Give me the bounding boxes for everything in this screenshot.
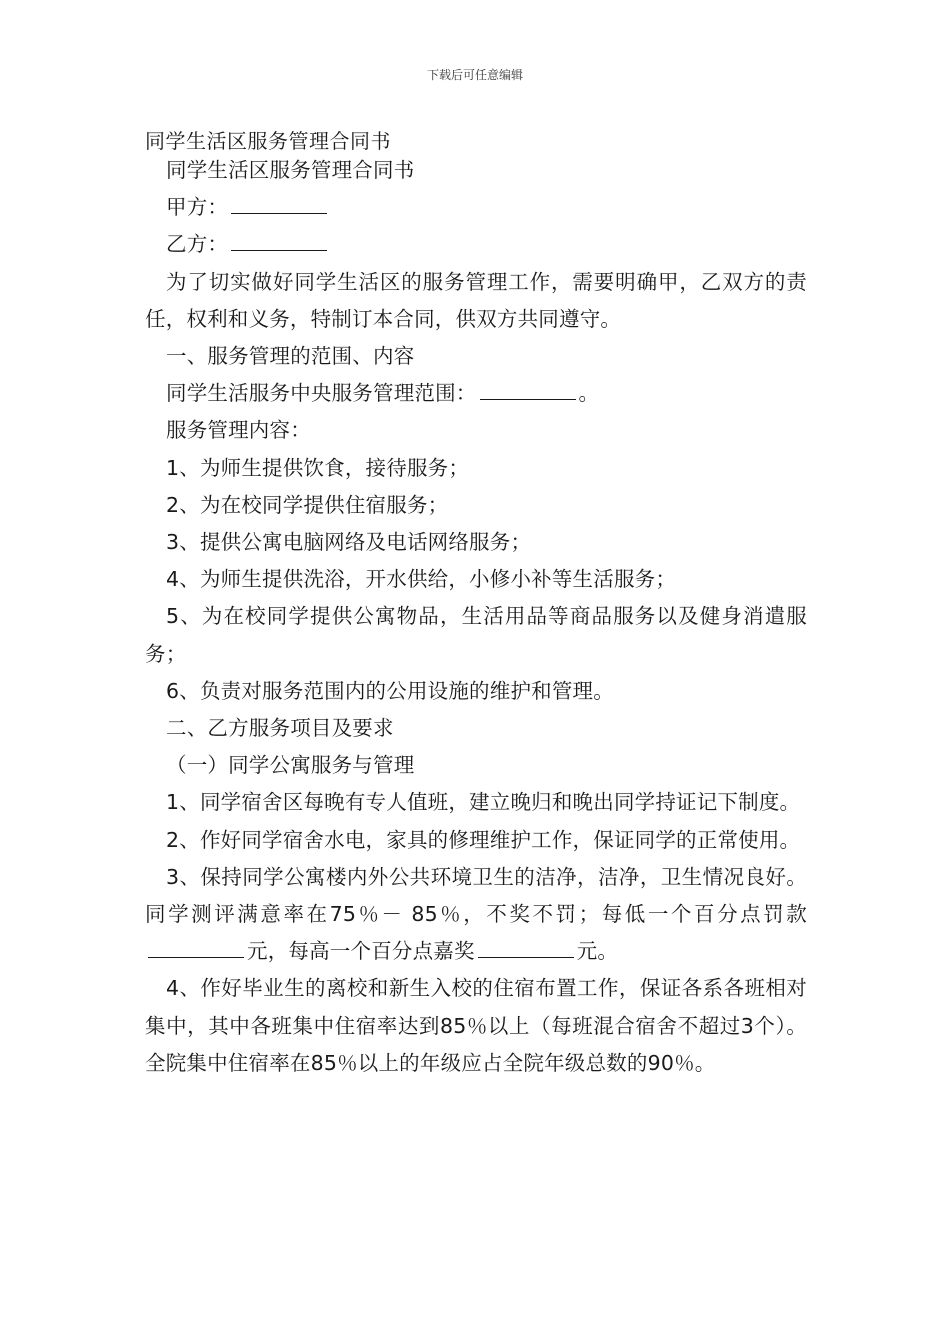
requirement-item: 1、同学宿舍区每晚有专人值班，建立晚归和晚出同学持证记下制度。 bbox=[166, 790, 801, 815]
scope-line bbox=[145, 375, 807, 412]
content-heading: 服务管理内容： bbox=[166, 418, 311, 443]
document-body bbox=[145, 152, 807, 1082]
document-title: 同学生活区服务管理合同书 bbox=[145, 129, 391, 153]
party-b-line bbox=[145, 226, 807, 263]
section-1-heading: 一、服务管理的范围、内容 bbox=[166, 344, 415, 369]
scope-label: 同学生活服务中央服务管理范围： bbox=[166, 381, 477, 406]
party-b-label: 乙方： bbox=[166, 232, 229, 257]
subsection-1-heading: （一）同学公寓服务与管理 bbox=[166, 753, 415, 778]
list-item: 4、为师生提供洗浴，开水供给，小修小补等生活服务； bbox=[166, 567, 677, 592]
party-a-line bbox=[145, 189, 807, 226]
list-item: 3、提供公寓电脑网络及电话网络服务； bbox=[166, 530, 532, 555]
req3-text-a: 3、保持同学公寓楼内外公共环境卫生的洁净，洁净，卫生情况良好。同学测评满意率在75％－ 85％，不奖不罚；每低一个百分点罚款 bbox=[145, 864, 807, 927]
page-header: 下载后可任意编辑 bbox=[426, 68, 523, 82]
list-item: 6、负责对服务范围内的公用设施的维护和管理。 bbox=[166, 678, 614, 703]
list-item: 1、为师生提供饮食，接待服务； bbox=[166, 455, 470, 480]
list-item: 2、为在校同学提供住宿服务； bbox=[166, 492, 449, 517]
list-item: 5、为在校同学提供公寓物品，生活用品等商品服务以及健身消遣服务； bbox=[145, 604, 807, 666]
contract-subtitle: 同学生活区服务管理合同书 bbox=[166, 158, 415, 182]
requirement-item: 2、作好同学宿舍水电，家具的修理维护工作，保证同学的正常使用。 bbox=[166, 827, 801, 852]
requirement-item-3 bbox=[145, 859, 807, 971]
scope-suffix: 。 bbox=[578, 381, 600, 406]
section-2-heading: 二、乙方服务项目及要求 bbox=[166, 716, 394, 741]
req3-text-b: 元，每高一个百分点嘉奖 bbox=[247, 939, 475, 964]
scope-blank bbox=[480, 398, 576, 400]
reward-blank bbox=[478, 956, 574, 958]
party-a-blank bbox=[231, 212, 327, 214]
req3-text-c: 元。 bbox=[576, 939, 619, 964]
penalty-blank bbox=[148, 956, 244, 958]
party-a-label: 甲方： bbox=[166, 195, 229, 220]
party-b-blank bbox=[231, 249, 327, 251]
requirement-item: 4、作好毕业生的离校和新生入校的住宿布置工作，保证各系各班相对集中，其中各班集中住宿率达到85％以上（每班混合宿舍不超过3个）。全院集中住宿率在85％以上的年级应占全院年级总数的90％。 bbox=[145, 976, 807, 1075]
intro-paragraph: 为了切实做好同学生活区的服务管理工作，需要明确甲，乙双方的责任，权利和义务，特制订本合同，供双方共同遵守。 bbox=[145, 269, 807, 331]
